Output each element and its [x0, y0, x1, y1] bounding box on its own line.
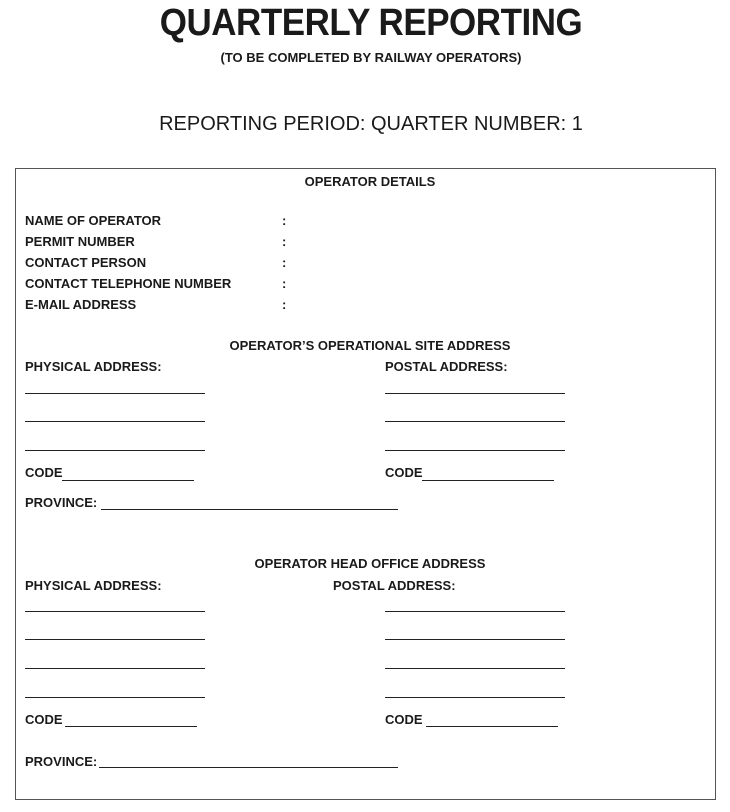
permit-number-field[interactable]	[296, 233, 696, 251]
field-separator: :	[282, 213, 287, 228]
site-postal-code-line[interactable]	[422, 480, 554, 481]
field-label-email: E-MAIL ADDRESS	[25, 297, 137, 312]
field-label-permit-number: PERMIT NUMBER	[25, 234, 135, 249]
head-physical-code-line[interactable]	[65, 726, 197, 727]
site-physical-line-3[interactable]	[25, 450, 205, 451]
head-postal-line-1[interactable]	[385, 611, 565, 612]
head-province-label: PROVINCE:	[25, 754, 98, 769]
field-separator: :	[282, 234, 287, 249]
field-separator: :	[282, 297, 287, 312]
form-title: QUARTERLY REPORTING	[159, 2, 583, 44]
contact-telephone-field[interactable]	[296, 275, 696, 293]
head-physical-line-3[interactable]	[25, 668, 205, 669]
field-separator: :	[282, 255, 287, 270]
site-postal-line-3[interactable]	[385, 450, 565, 451]
head-physical-line-1[interactable]	[25, 611, 205, 612]
site-physical-line-2[interactable]	[25, 421, 205, 422]
site-physical-code-line[interactable]	[62, 480, 194, 481]
head-physical-address-label: PHYSICAL ADDRESS:	[25, 578, 162, 593]
head-office-heading: OPERATOR HEAD OFFICE ADDRESS	[254, 556, 486, 571]
site-physical-code-label: CODE	[25, 465, 63, 480]
head-province-line[interactable]	[99, 767, 398, 768]
operator-details-heading: OPERATOR DETAILS	[304, 174, 436, 189]
email-field[interactable]	[296, 296, 696, 314]
field-separator: :	[282, 276, 287, 291]
contact-person-field[interactable]	[296, 254, 696, 272]
head-postal-code-label: CODE	[385, 712, 423, 727]
site-postal-line-1[interactable]	[385, 393, 565, 394]
head-postal-address-label: POSTAL ADDRESS:	[333, 578, 456, 593]
head-postal-code-line[interactable]	[426, 726, 558, 727]
head-physical-code-label: CODE	[25, 712, 63, 727]
site-physical-address-label: PHYSICAL ADDRESS:	[25, 359, 162, 374]
reporting-period: REPORTING PERIOD: QUARTER NUMBER: 1	[159, 113, 583, 135]
field-label-contact-telephone: CONTACT TELEPHONE NUMBER	[25, 276, 232, 291]
site-physical-line-1[interactable]	[25, 393, 205, 394]
head-postal-line-4[interactable]	[385, 697, 565, 698]
site-province-line[interactable]	[101, 509, 398, 510]
head-physical-line-4[interactable]	[25, 697, 205, 698]
field-label-operator-name: NAME OF OPERATOR	[25, 213, 162, 228]
operator-name-field[interactable]	[296, 212, 696, 230]
site-postal-address-label: POSTAL ADDRESS:	[385, 359, 508, 374]
head-postal-line-3[interactable]	[385, 668, 565, 669]
head-postal-line-2[interactable]	[385, 639, 565, 640]
form-subtitle: (TO BE COMPLETED BY RAILWAY OPERATORS)	[220, 50, 522, 65]
field-label-contact-person: CONTACT PERSON	[25, 255, 147, 270]
head-physical-line-2[interactable]	[25, 639, 205, 640]
site-province-label: PROVINCE:	[25, 495, 98, 510]
site-address-heading: OPERATOR’S OPERATIONAL SITE ADDRESS	[229, 338, 511, 353]
site-postal-code-label: CODE	[385, 465, 423, 480]
site-postal-line-2[interactable]	[385, 421, 565, 422]
